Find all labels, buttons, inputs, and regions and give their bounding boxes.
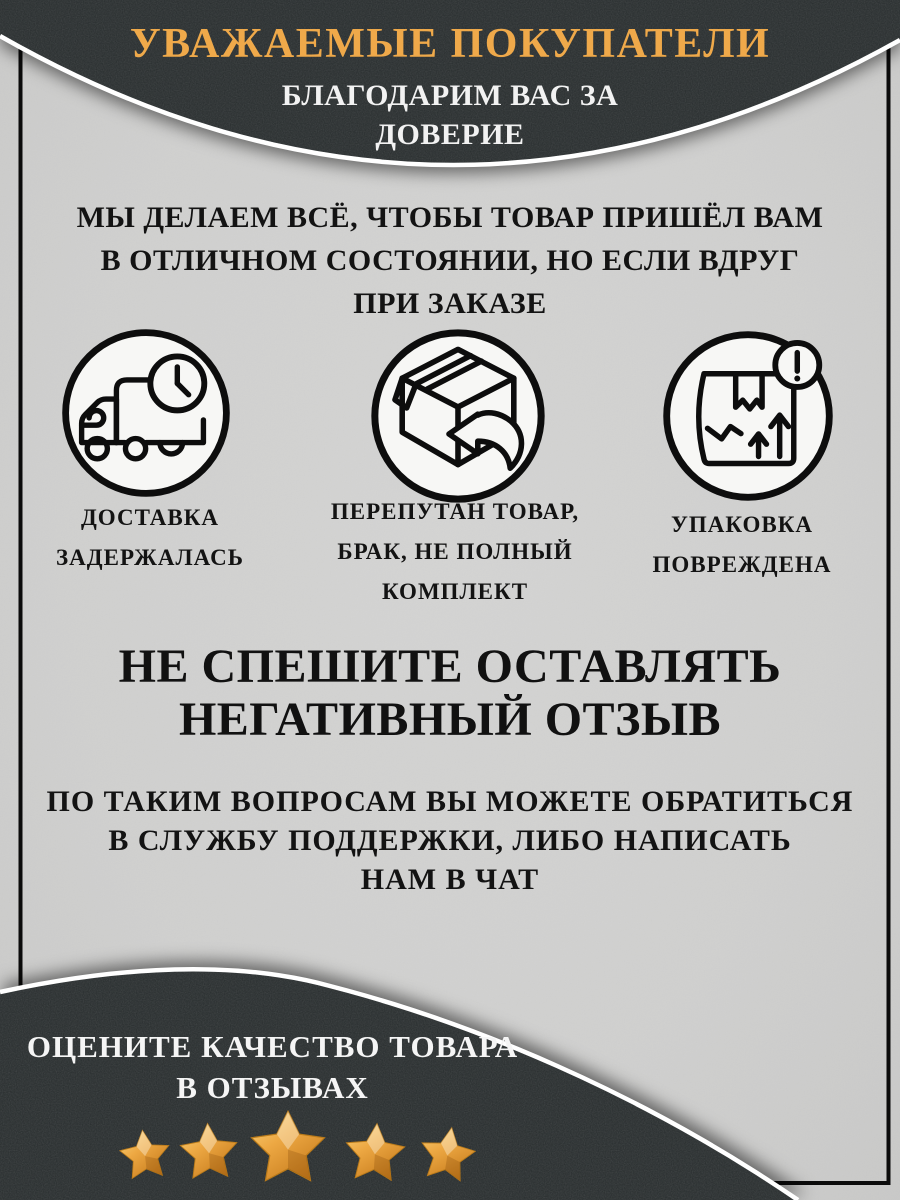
support-line: НАМ В ЧАТ bbox=[360, 863, 540, 896]
footer-cta-line: В ОТЗЫВАХ bbox=[176, 1070, 369, 1105]
footer-cta-line: ОЦЕНИТЕ КАЧЕСТВО ТОВАРА bbox=[26, 1029, 519, 1064]
header-subtitle bbox=[0, 76, 900, 154]
intro-line: ПРИ ЗАКАЗЕ bbox=[353, 287, 547, 320]
star-icon bbox=[248, 1108, 328, 1188]
issue-label-delivery bbox=[20, 498, 280, 578]
issue-label-line: КОМПЛЕКТ bbox=[381, 579, 529, 604]
damaged-package-icon bbox=[660, 328, 836, 504]
star-icon bbox=[341, 1119, 409, 1187]
page-title: УВАЖАЕМЫЕ ПОКУПАТЕЛИ bbox=[129, 21, 771, 67]
intro-paragraph bbox=[0, 196, 900, 325]
issue-label-line: УПАКОВКА bbox=[670, 512, 813, 537]
footer-cta bbox=[0, 1026, 545, 1108]
star-icon bbox=[115, 1125, 174, 1184]
issue-label-line: ПЕРЕПУТАН ТОВАР, bbox=[330, 499, 580, 524]
issue-label-damaged-package bbox=[612, 505, 872, 585]
intro-line: В ОТЛИЧНОМ СОСТОЯНИИ, НО ЕСЛИ ВДРУГ bbox=[100, 244, 800, 277]
warning-line: НЕ СПЕШИТЕ ОСТАВЛЯТЬ bbox=[118, 640, 782, 693]
support-paragraph bbox=[0, 782, 900, 899]
issue-label-line: ЗАДЕРЖАЛАСЬ bbox=[56, 545, 244, 570]
star-icon bbox=[414, 1121, 482, 1189]
issue-label-wrong-item bbox=[315, 492, 595, 612]
warning-line: НЕГАТИВНЫЙ ОТЗЫВ bbox=[178, 693, 722, 746]
support-line: В СЛУЖБУ ПОДДЕРЖКИ, ЛИБО НАПИСАТЬ bbox=[108, 824, 792, 857]
header-subtitle-line: ДОВЕРИЕ bbox=[375, 118, 525, 151]
wrong-item-return-icon bbox=[368, 326, 548, 506]
delivery-delayed-icon bbox=[59, 326, 233, 500]
warning-heading bbox=[0, 640, 900, 746]
intro-line: МЫ ДЕЛАЕМ ВСЁ, ЧТОБЫ ТОВАР ПРИШЁЛ ВАМ bbox=[76, 201, 824, 234]
header-subtitle-line: БЛАГОДАРИМ ВАС ЗА bbox=[281, 79, 619, 112]
issue-label-line: БРАК, НЕ ПОЛНЫЙ bbox=[337, 539, 573, 564]
star-icon bbox=[176, 1119, 241, 1184]
issue-label-line: ПОВРЕЖДЕНА bbox=[652, 552, 832, 577]
support-line: ПО ТАКИМ ВОПРОСАМ ВЫ МОЖЕТЕ ОБРАТИТЬСЯ bbox=[46, 785, 854, 818]
issue-label-line: ДОСТАВКА bbox=[80, 505, 220, 530]
